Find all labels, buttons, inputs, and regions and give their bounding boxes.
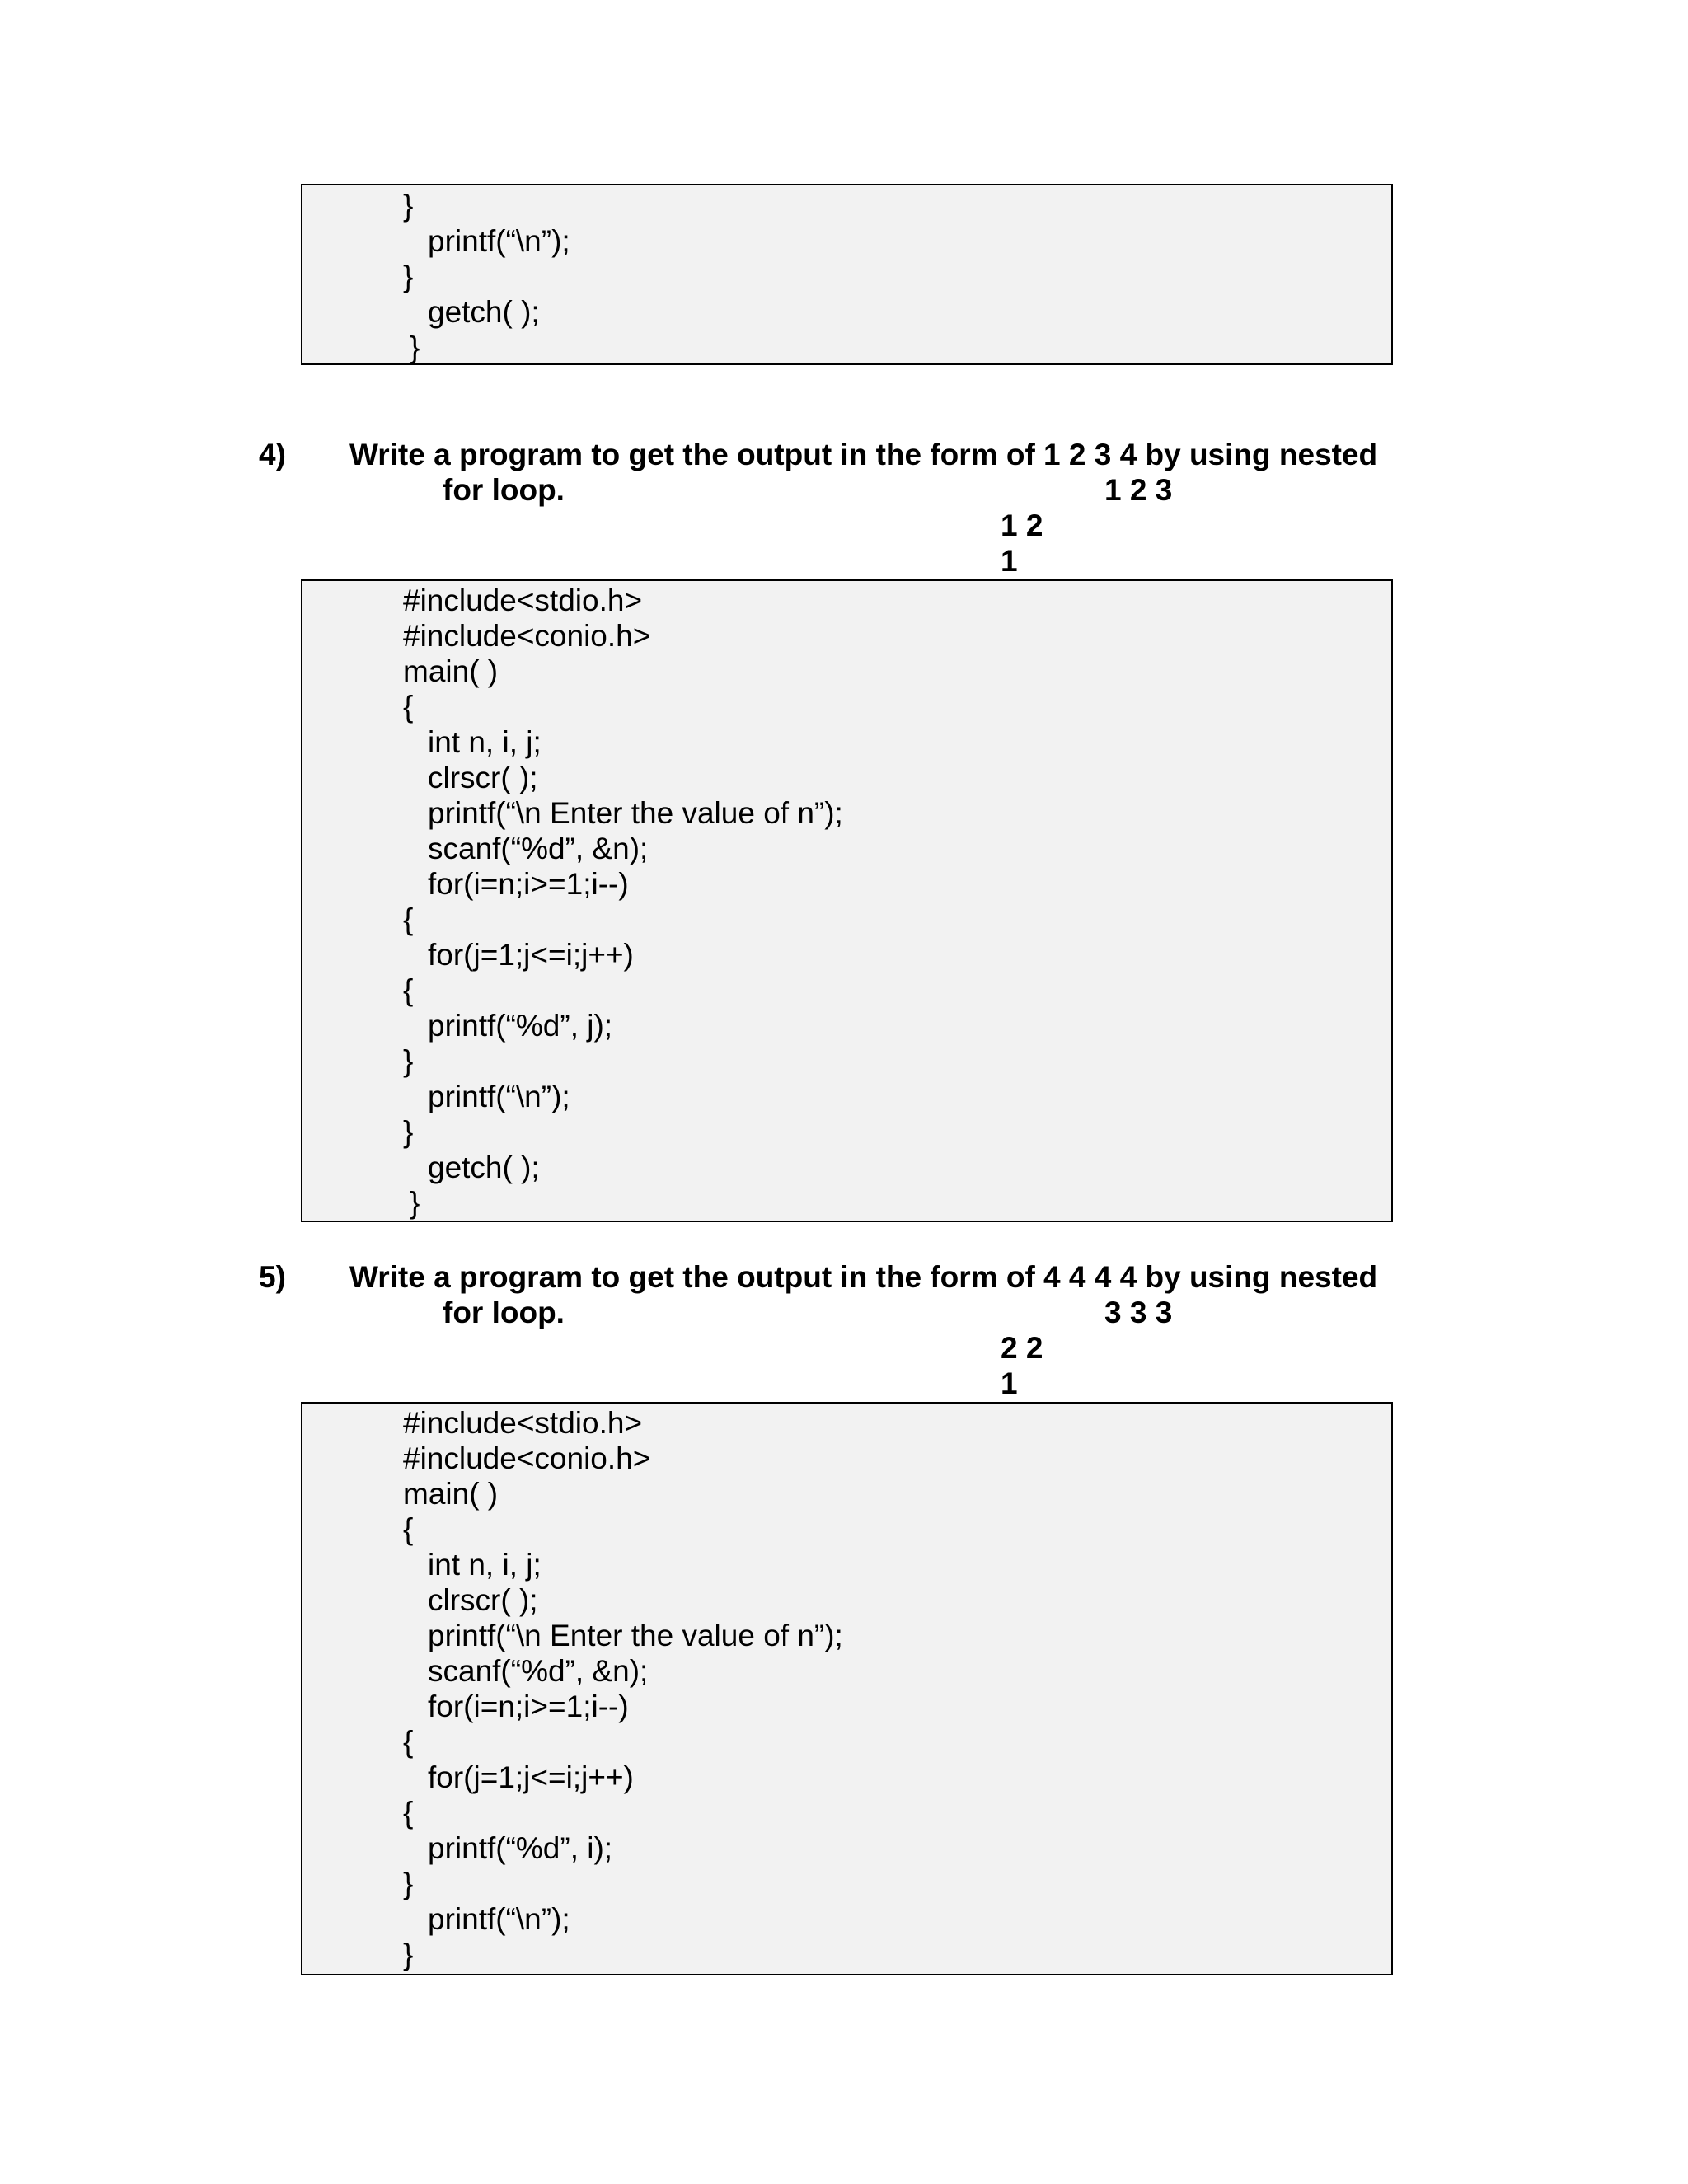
output-pattern-line: 3 3 3 xyxy=(1104,1296,1173,1329)
code-line: } xyxy=(403,1867,414,1900)
code-line: } xyxy=(403,260,414,293)
code-line: #include<conio.h> xyxy=(403,619,651,653)
code-line: #include<conio.h> xyxy=(403,1441,651,1475)
code-line: { xyxy=(403,1796,414,1830)
code-line: printf(“\n Enter the value of n”); xyxy=(428,1619,843,1652)
code-line: for(j=1;j<=i;j++) xyxy=(428,938,634,972)
question-number: 5) xyxy=(259,1260,286,1294)
code-line: } xyxy=(403,189,414,223)
question-text-continued: for loop. xyxy=(443,473,565,507)
question-number: 4) xyxy=(259,438,286,471)
code-line: } xyxy=(403,1115,414,1149)
code-line: for(i=n;i>=1;i--) xyxy=(428,867,629,901)
output-pattern-line: 2 2 xyxy=(1001,1331,1043,1365)
output-pattern-line: 1 xyxy=(1001,544,1018,578)
code-line: } xyxy=(403,1938,414,1971)
code-line: { xyxy=(403,973,414,1007)
code-line: scanf(“%d”, &n); xyxy=(428,832,649,865)
output-pattern-line: 1 xyxy=(1001,1366,1018,1400)
code-line: scanf(“%d”, &n); xyxy=(428,1654,649,1688)
code-line: getch( ); xyxy=(428,1151,540,1184)
code-line: int n, i, j; xyxy=(428,725,542,759)
code-line: main( ) xyxy=(403,1477,499,1511)
code-box-question-5 xyxy=(301,1402,1393,1975)
code-line: for(i=n;i>=1;i--) xyxy=(428,1690,629,1723)
code-line: { xyxy=(403,1512,414,1546)
code-line: { xyxy=(403,690,414,724)
code-line: printf(“\n”); xyxy=(428,224,570,258)
output-pattern-line: 1 2 xyxy=(1001,509,1043,542)
question-text: Write a program to get the output in the form of 4 4 4 4 by using nested xyxy=(349,1260,1378,1294)
code-line: } xyxy=(410,1186,420,1220)
question-text: Write a program to get the output in the form of 1 2 3 4 by using nested xyxy=(349,438,1378,471)
code-line: printf(“\n”); xyxy=(428,1902,570,1936)
code-line: main( ) xyxy=(403,654,499,688)
code-line: getch( ); xyxy=(428,295,540,329)
output-pattern-line: 1 2 3 xyxy=(1104,473,1173,507)
code-line: printf(“\n Enter the value of n”); xyxy=(428,796,843,830)
code-line: { xyxy=(403,1725,414,1759)
code-line: clrscr( ); xyxy=(428,761,538,794)
code-box-fragment xyxy=(301,184,1393,365)
code-line: #include<stdio.h> xyxy=(403,1406,643,1440)
code-line: { xyxy=(403,902,414,936)
code-line: #include<stdio.h> xyxy=(403,583,643,617)
code-line: } xyxy=(403,1044,414,1078)
code-line: } xyxy=(410,330,420,364)
code-line: printf(“%d”, i); xyxy=(428,1831,613,1865)
code-line: clrscr( ); xyxy=(428,1583,538,1617)
code-line: printf(“\n”); xyxy=(428,1080,570,1113)
code-line: for(j=1;j<=i;j++) xyxy=(428,1760,634,1794)
code-box-question-4 xyxy=(301,579,1393,1222)
question-text-continued: for loop. xyxy=(443,1296,565,1329)
code-line: int n, i, j; xyxy=(428,1548,542,1582)
code-line: printf(“%d”, j); xyxy=(428,1009,613,1043)
